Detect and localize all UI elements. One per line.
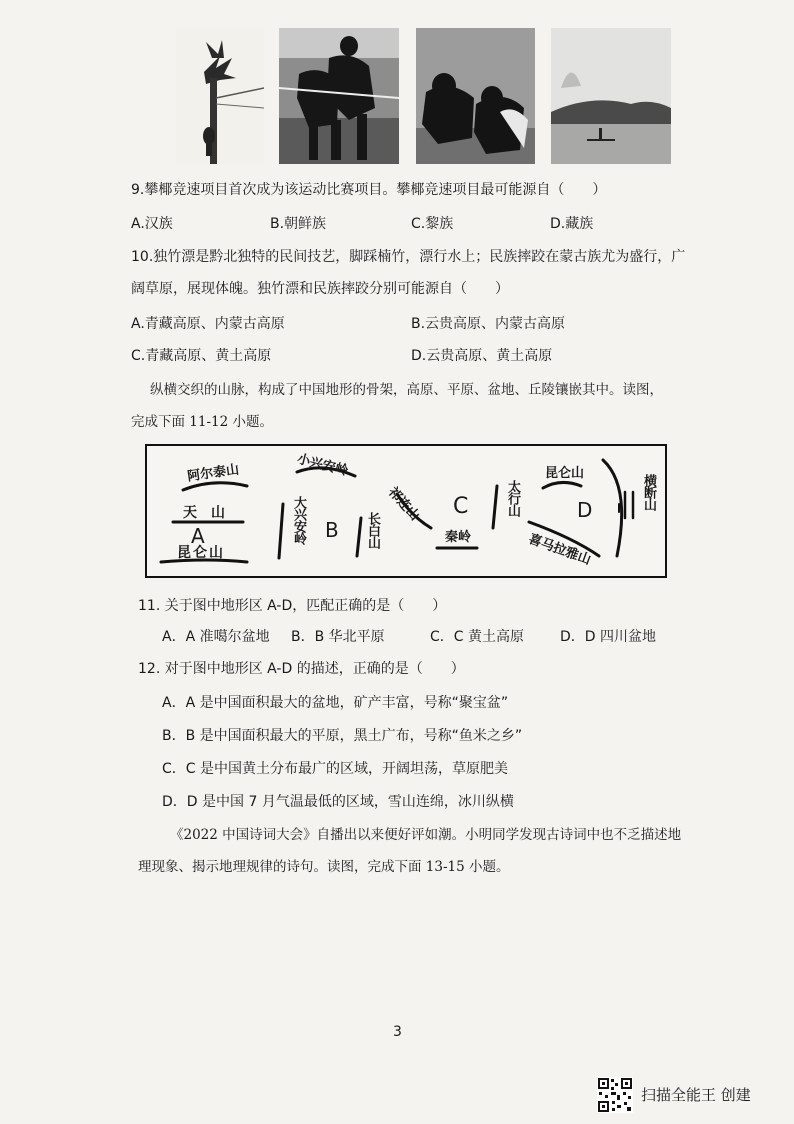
region-c-label: C [453,494,469,519]
q10-option-a: A.青藏高原、内蒙古高原 [131,316,285,332]
intro-13-15-line1: 《2022 中国诗词大会》自播出以来便好评如潮。小明同学发现古诗词中也不乏描述地 [170,827,682,843]
question-11-stem: 11. 关于图中地形区 A-D，匹配正确的是（ ） [138,598,447,614]
q11-option-c: C．C 黄土高原 [430,629,525,645]
qilian-label: 祁连山 [384,484,423,524]
page-number: 3 [393,1024,402,1040]
daxinganling-label: 大兴安岭 [291,496,306,544]
q9-option-d: D.藏族 [550,216,594,232]
q12-option-a: A．A 是中国面积最大的盆地，矿产丰富，号称“聚宝盆” [162,695,509,711]
taihang-label: 太行山 [505,480,520,516]
kunlun-mountain-d-label: 昆仑山 [545,466,585,481]
q12-option-b: B．B 是中国面积最大的平原，黑土广布，号称“鱼米之乡” [162,728,523,744]
q11-option-b: B．B 华北平原 [291,629,385,645]
tianshan-label: 天 山 [183,505,225,521]
scanner-watermark-text: 扫描全能王 创建 [641,1086,751,1104]
q10-option-c: C.青藏高原、黄土高原 [131,348,272,364]
kunlun-mountain-a-label: 昆仑山 [177,545,225,561]
hengduan-label: 横断山 [641,474,656,510]
q10-option-d: D.云贵高原、黄土高原 [411,348,553,364]
region-d-label: D [577,498,593,522]
terrain-map [145,444,667,578]
intro-13-15-line2: 理现象、揭示地理规律的诗句。读图，完成下面 13-15 小题。 [138,859,510,875]
himalaya-label: 喜马拉雅山 [526,531,593,569]
q12-option-c: C．C 是中国黄土分布最广的区域，开阔坦荡，草原肥美 [162,761,508,777]
question-12-stem: 12. 对于图中地形区 A-D 的描述，正确的是（ ） [138,661,465,677]
q11-option-d: D．D 四川盆地 [560,629,657,645]
q11-option-a: A．A 准噶尔盆地 [162,629,270,645]
q9-option-a: A.汉族 [131,216,173,232]
intro-11-12-line1: 纵横交织的山脉，构成了中国地形的骨架，高原、平原、盆地、丘陵镶嵌其中。读图， [150,382,663,398]
intro-11-12-line2: 完成下面 11-12 小题。 [131,414,274,430]
qinling-label: 秦岭 [445,530,472,545]
q10-option-b: B.云贵高原、内蒙古高原 [411,316,566,332]
question-9-stem: 9.攀椰竞速项目首次成为该运动比赛项目。攀椰竞速项目最可能源自（ ） [131,182,607,198]
q12-option-d: D．D 是中国 7 月气温最低的区域，雪山连绵，冰川纵横 [162,794,514,810]
coconut-climbing-photo [176,28,264,164]
q9-option-b: B.朝鲜族 [270,216,327,232]
wrestling-photo [416,28,535,164]
bamboo-rafting-photo [551,28,671,164]
q9-option-c: C.黎族 [411,216,454,232]
region-b-label: B [325,518,339,542]
xiaoxinganling-label: 小兴安岭 [295,451,350,480]
question-10-stem-line2: 阔草原，展现体魄。独竹漂和民族摔跤分别可能源自（ ） [131,281,509,297]
altai-mountain-label: 阿尔泰山 [186,462,241,485]
tug-photo [279,28,399,164]
question-10-stem-line1: 10.独竹漂是黔北独特的民间技艺，脚踩楠竹，漂行水上；民族摔跤在蒙古族尤为盛行，广 [131,249,686,265]
qr-code-icon [597,1077,633,1113]
region-a-label: A [191,524,205,548]
changbai-label: 长白山 [365,512,380,548]
